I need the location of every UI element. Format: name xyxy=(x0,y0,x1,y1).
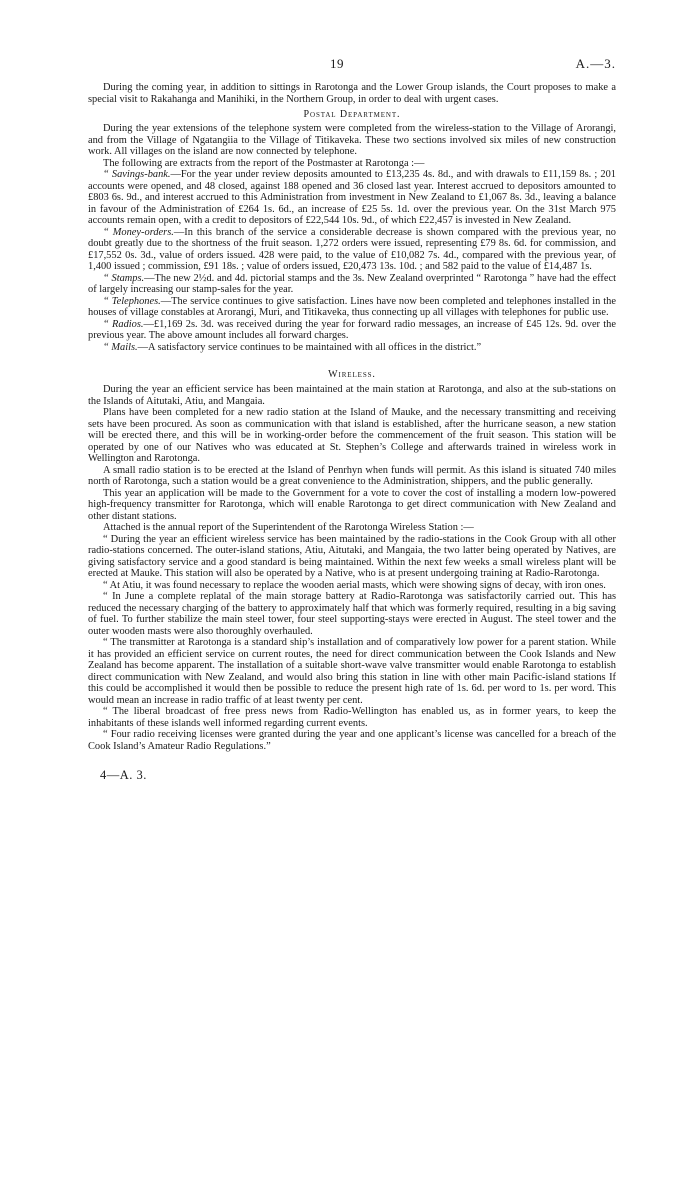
document-reference: A.—3. xyxy=(575,56,616,71)
wireless-paragraph: Plans have been completed for a new radio station at the Island of Mauke, and the necessary transmitting and receiving sets have been procured. As soon as communication with that island is established, after the hurricane season, a new station will be erected there, and this will be in working-order before the commencement of the fruit season. This station will be operated by one of our Natives who was educated at St. Stephen’s College and afterwards trained in wireless work in Wellington and Rarotonga. xyxy=(88,407,616,464)
wireless-paragraph: “ The transmitter at Rarotonga is a standard ship’s installation and of comparatively low power for a parent station. While it has provided an efficient service on current routes, the need for direct communication between the Cook Islands and New Zealand has become apparent. The installation of a suitable short-wave valve transmitter would enable Rarotonga to establish direct communication with New Zealand, and would also bring this station in line with other main Pacific-island stations If this could be accomplished it would then be possible to reduce the present high rate of 1s. 6d. per word to 1s. per word. This would mean an increase in radio traffic of at least twenty per cent. xyxy=(88,637,616,706)
footer-reference: 4—A. 3. xyxy=(100,768,147,782)
postal-paragraph: The following are extracts from the report of the Postmaster at Rarotonga :— xyxy=(103,157,425,169)
wireless-paragraph: “ In June a complete replatal of the main storage battery at Radio-Rarotonga was satisfactorily carried out. This has reduced the necessary charging of the battery to approximately half that which was formerly required, resulting in a big saving of fuel. To further stabilize the main steel tower, four steel supporting-stays were erected in August. The steel tower and the outer wooden masts were also thoroughly overhauled. xyxy=(88,591,616,637)
item-text: —£1,169 2s. 3d. was received during the year for forward radio messages, an increase of £45 12s. 9d. over the previous year. The above amount includes all forward charges. xyxy=(88,318,616,341)
page-number: 19 xyxy=(330,56,344,71)
item-text: —A satisfactory service continues to be maintained with all offices in the district.” xyxy=(137,341,482,353)
wireless-paragraph: “ Four radio receiving licenses were granted during the year and one applicant’s license was cancelled for a breach of the Cook Island’s Amateur Radio Regulations.” xyxy=(88,729,616,752)
item-lead: “ Mails. xyxy=(103,341,138,353)
wireless-paragraph: “ At Atiu, it was found necessary to replace the wooden aerial masts, which were showing signs of decay, with iron ones. xyxy=(103,579,606,591)
report-item-money-orders xyxy=(88,227,616,273)
postal-paragraph: During the year extensions of the telephone system were completed from the wireless-station to the Village of Arorangi, and from the Village of Ngatangiia to the Village of Titikaveka. These two sections involved six miles of new construction work. All villages on the island are now connected by telephone. xyxy=(88,123,616,157)
section-heading-wireless: Wireless. xyxy=(328,369,376,380)
item-lead: “ Telephones. xyxy=(103,295,161,307)
item-text: —In this branch of the service a considerable decrease is shown compared with the previous year, no doubt greatly due to the shortness of the fruit season. 1,272 orders were issued, representing £79 8s. 6d. for commission, and £17,552 0s. 3d., value of orders issued. 428 were paid, to the value of £10,082 7s. 4d., compared with the previous year, of 1,400 issued ; commission, £91 18s. ; value of orders issued, £20,473 13s. 10d. ; and 582 paid to the value of £14,487 1s. xyxy=(88,226,617,272)
wireless-paragraph: During the year an efficient service has been maintained at the main station at Rarotonga, and also at the sub-stations on the Islands of Aitutaki, Atiu, and Mangaia. xyxy=(88,384,616,407)
report-item-telephones xyxy=(88,296,616,319)
wireless-paragraph: “ During the year an efficient wireless service has been maintained by the radio-stations in the Cook Group with all other radio-stations concerned. The outer-island stations, Atiu, Aitutaki, and Mangaia, the two latter being operated by Natives, are giving satisfactory service and a good standard is being maintained. Within the next few weeks a small wireless plant will be erected at Mauke. This station will also be operated by a Native, who is at present undergoing training at Radio-Rarotonga. xyxy=(88,533,616,579)
wireless-paragraph: “ The liberal broadcast of free press news from Radio-Wellington has enabled us, as in former years, to keep the inhabitants of these islands well informed regarding current events. xyxy=(88,706,616,729)
section-heading-postal: Postal Department. xyxy=(303,109,401,120)
item-lead: “ Savings-bank. xyxy=(103,169,171,180)
document-body xyxy=(88,82,616,783)
wireless-paragraph: Attached is the annual report of the Superintendent of the Rarotonga Wireless Station :— xyxy=(103,522,474,533)
intro-paragraph: During the coming year, in addition to sittings in Rarotonga and the Lower Group islands, the Court proposes to make a special visit to Rakahanga and Manihiki, in the Northern Group, in order to deal with urgent cases. xyxy=(88,82,616,105)
report-item-mails xyxy=(88,342,616,354)
report-item-savings-bank xyxy=(88,169,616,227)
item-lead: “ Money-orders. xyxy=(103,226,174,238)
wireless-paragraph: A small radio station is to be erected at the Island of Penrhyn when funds will permit. As this island is situated 740 miles north of Rarotonga, such a station would be a great convenience to the Administration, shippers, and the public generally. xyxy=(88,464,616,487)
item-text: —The service continues to give satisfaction. Lines have now been completed and telephones installed in the houses of village constables at Arorangi, Muri, and Titikaveka, thus connecting up all villages with telephones for public use. xyxy=(88,295,616,318)
item-lead: “ Stamps. xyxy=(103,272,145,284)
item-text: —For the year under review deposits amounted to £13,235 4s. 8d., and with drawals to £11,159 8s. ; 201 accounts were opened, and 48 closed, against 188 opened and 36 closed last year. Interest accrued to depositors amounted to £803 6s. 9d., and interest accrued to this Administration from investment in New Zealand to £1,067 8s. 3d., leaving a balance in favour of the Administration of £264 1s. 6d., an increase of £25 5s. 1d. over the previous year. On the 31st March 975 accounts remain open, with a credit to depositors of £22,544 10s. 9d., of which £22,457 is invested in New Zealand. xyxy=(88,169,616,226)
wireless-paragraph: This year an application will be made to the Government for a vote to cover the cost of installing a modern low-powered high-frequency transmitter for Rarotonga, which will enable Rarotonga to get direct communication with New Zealand and other distant stations. xyxy=(88,487,616,522)
item-text: —The new 2½d. and 4d. pictorial stamps and the 3s. New Zealand overprinted “ Rarotonga ” have had the effect of largely increasing our stamp-sales for the year. xyxy=(88,272,617,295)
report-item-stamps xyxy=(88,273,616,296)
report-item-radios xyxy=(88,319,616,342)
item-lead: “ Radios. xyxy=(103,318,144,330)
